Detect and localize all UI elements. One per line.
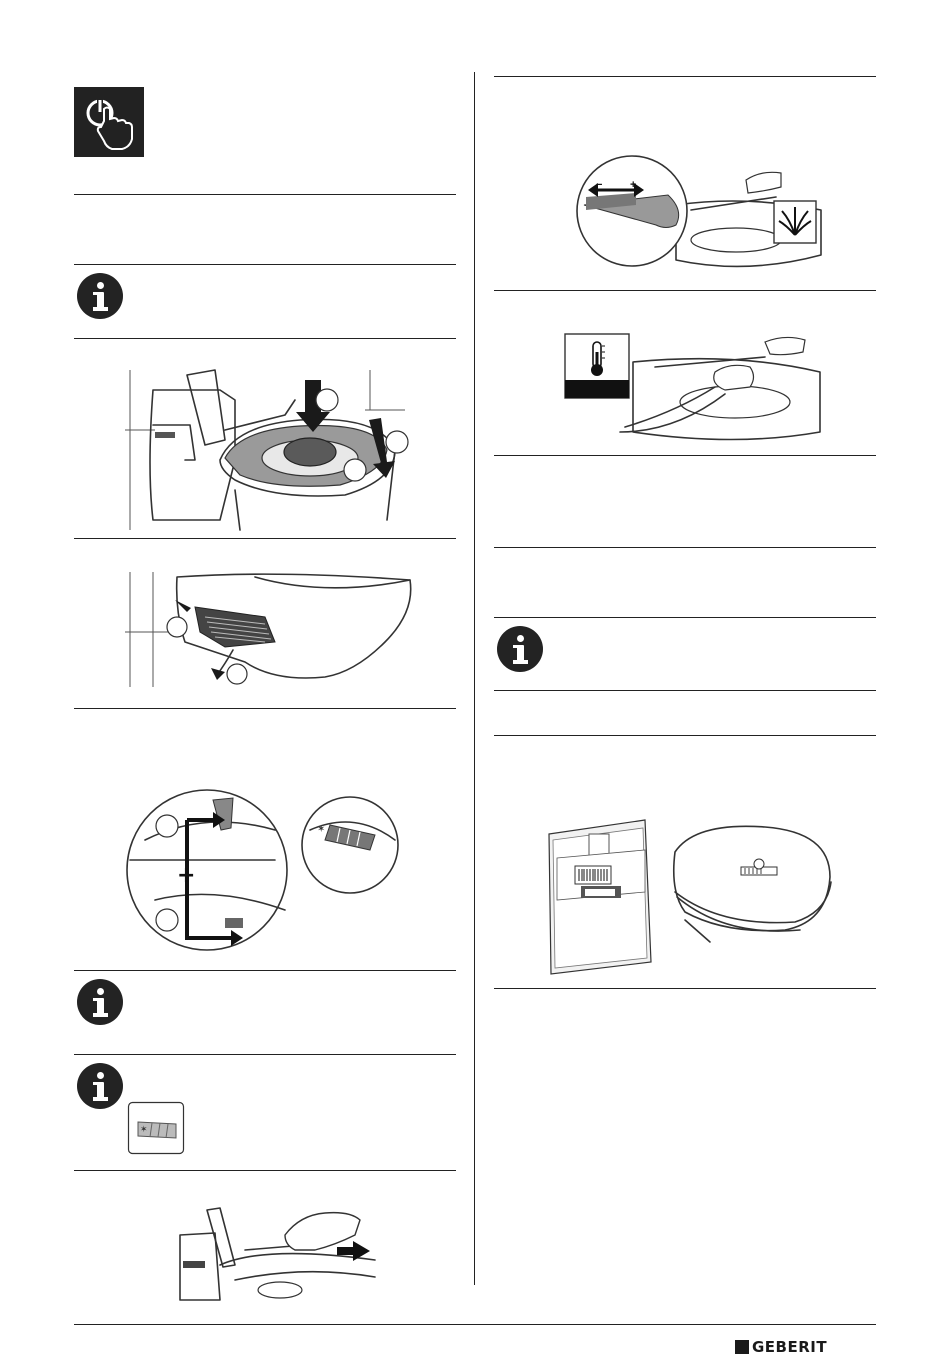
power-touch-icon (74, 87, 144, 157)
indicator-detail-illustration (128, 1102, 184, 1154)
filter-cover-illustration (125, 572, 415, 692)
brand-logo (735, 1338, 827, 1356)
divider (74, 1054, 456, 1055)
info-icon (497, 626, 543, 672)
brand-name: GEBERIT (752, 1338, 828, 1356)
divider (494, 690, 876, 691)
divider (494, 735, 876, 736)
divider (494, 76, 876, 77)
divider (494, 455, 876, 456)
press-button-illustration (175, 1205, 385, 1305)
svg-text:✶: ✶ (317, 824, 326, 835)
brand-square-icon (735, 1340, 749, 1354)
divider (74, 264, 456, 265)
divider (494, 547, 876, 548)
divider (494, 617, 876, 618)
spray-adjust-illustration (576, 155, 836, 275)
footer-divider (74, 1324, 876, 1325)
toilet-insert-illustration (125, 370, 405, 530)
svg-text:−: − (596, 179, 603, 191)
svg-text:+: + (630, 179, 637, 191)
plus-label: + (177, 863, 196, 888)
type-plate-illustration (545, 812, 835, 977)
info-icon (77, 979, 123, 1025)
thermometer-icon (565, 334, 629, 398)
divider (74, 538, 456, 539)
divider (74, 194, 456, 195)
divider (74, 970, 456, 971)
divider (74, 338, 456, 339)
divider (74, 708, 456, 709)
temperature-adjust-illustration (565, 332, 835, 442)
svg-text:✶: ✶ (140, 1124, 148, 1134)
info-icon (77, 273, 123, 319)
column-divider (474, 72, 475, 1285)
info-icon (77, 1063, 123, 1109)
divider (494, 290, 876, 291)
divider (74, 1170, 456, 1171)
sensor-detail-illustration (125, 790, 405, 950)
water-spray-icon (774, 201, 816, 243)
divider (494, 988, 876, 989)
